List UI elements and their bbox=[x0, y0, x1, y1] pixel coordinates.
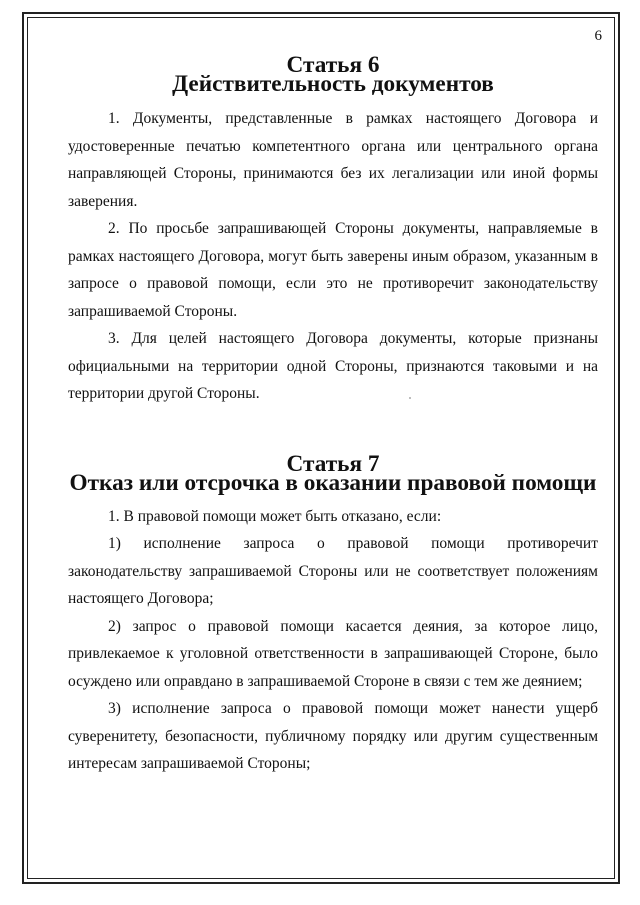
article-paragraph: 1. В правовой помощи может быть отказано, если: bbox=[108, 507, 442, 525]
article-heading bbox=[68, 450, 598, 496]
article-title: Отказ или отсрочка в оказании правовой помощи bbox=[69, 469, 597, 496]
document-body bbox=[68, 52, 598, 778]
page-number: 6 bbox=[594, 28, 602, 44]
article-paragraph: 1. Документы, представленные в рамках настоящего Договора и удостоверенные печатью компетентного органа или центрального органа направляющей Стороны, принимаются без их легализации или иной формы заверения. bbox=[68, 110, 598, 210]
article-paragraph: 3. Для целей настоящего Договора документы, которые признаны официальными на территории одной Стороны, признаются таковыми и на территории другой Стороны. bbox=[68, 330, 598, 402]
article-6 bbox=[68, 52, 598, 408]
article-paragraph: 3) исполнение запроса о правовой помощи может нанести ущерб суверенитету, безопасности, публичному порядку или другим существенным интересам запрашиваемой Стороны; bbox=[68, 700, 598, 772]
article-number: Статья 6 bbox=[286, 52, 380, 78]
article-paragraph: 2. По просьбе запрашивающей Стороны документы, направляемые в рамках настоящего Договора, могут быть заверены иным образом, указанным в запросе о правовой помощи, если это не противоречит законодательству запрашиваемой Стороны. bbox=[68, 220, 598, 320]
article-paragraph: 1) исполнение запроса о правовой помощи противоречит законодательству запрашиваемой Стороны или не соответствует положениям настоящего Договора; bbox=[68, 535, 598, 607]
article-heading bbox=[68, 52, 598, 97]
article-7 bbox=[68, 450, 598, 778]
article-title: Действительность документов bbox=[172, 71, 494, 97]
article-paragraph: 2) запрос о правовой помощи касается деяния, за которое лицо, привлекаемое к уголовной ответственности в запрашивающей Стороне, было осуждено или оправдано в запрашиваемой Стороне в связи с тем же деянием; bbox=[68, 617, 598, 690]
article-number: Статья 7 bbox=[286, 450, 380, 477]
